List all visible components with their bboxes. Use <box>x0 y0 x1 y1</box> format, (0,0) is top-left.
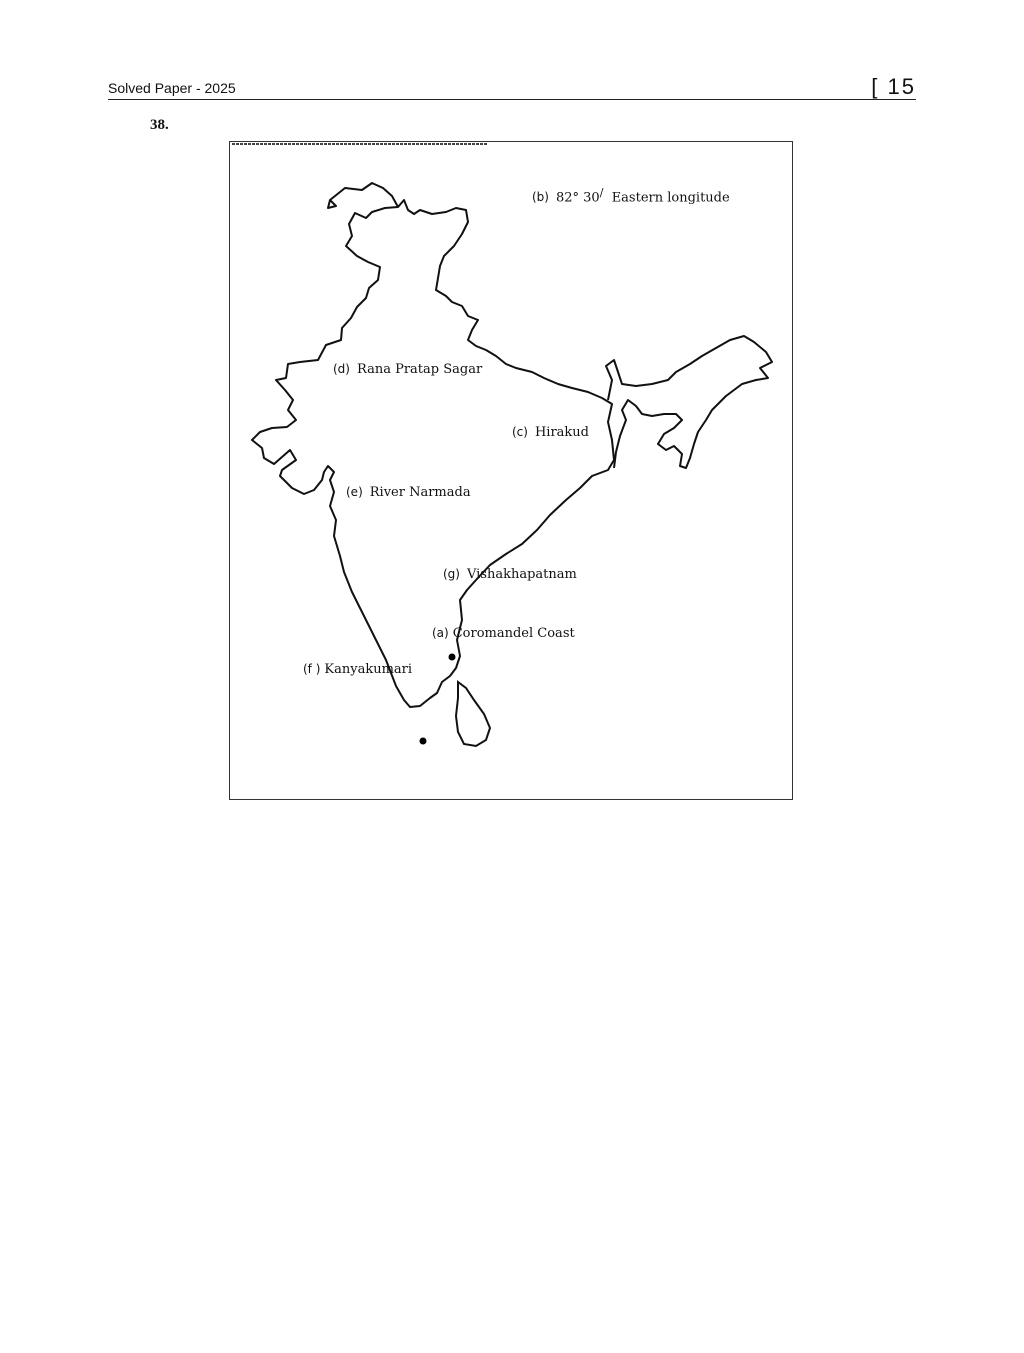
label-f-kanyakumari <box>303 662 412 677</box>
label-d-text: Rana Pratap Sagar <box>356 362 483 377</box>
label-e-key: (e) <box>346 485 363 499</box>
label-a-text: Coromandel Coast <box>452 626 575 641</box>
question-number: 38. <box>150 117 169 133</box>
label-a-key: (a) <box>432 626 449 640</box>
label-c-key: (c) <box>512 425 528 439</box>
label-b-prime: / <box>599 186 604 199</box>
kanyakumari-offshore-dot <box>420 738 427 745</box>
label-f-text: Kanyakumari <box>324 662 413 677</box>
page-number: [ 15 <box>871 74 916 99</box>
label-d-rana-pratap-sagar <box>333 362 482 377</box>
label-b-suffix: Eastern longitude <box>611 190 730 206</box>
label-e-text: River Narmada <box>369 485 471 500</box>
label-c-text: Hirakud <box>534 425 589 440</box>
label-e-river-narmada <box>346 485 471 500</box>
label-b-key: (b) <box>532 190 549 205</box>
running-header-title: Solved Paper - 2025 <box>108 80 236 96</box>
label-d-key: (d) <box>333 362 350 376</box>
label-f-key: (f ) <box>303 662 321 676</box>
label-g-key: (g) <box>443 567 460 581</box>
label-b-longitude <box>532 186 730 205</box>
northeast-outline <box>606 336 772 468</box>
label-a-coromandel-coast <box>432 626 575 641</box>
sri-lanka-outline <box>456 682 490 746</box>
label-b-text: 82° 30 <box>555 190 600 206</box>
label-g-text: Vishakhapatnam <box>466 567 577 582</box>
label-c-hirakud <box>512 425 589 440</box>
label-g-vishakhapatnam <box>443 567 577 582</box>
coromandel-coast-dot <box>449 654 456 661</box>
